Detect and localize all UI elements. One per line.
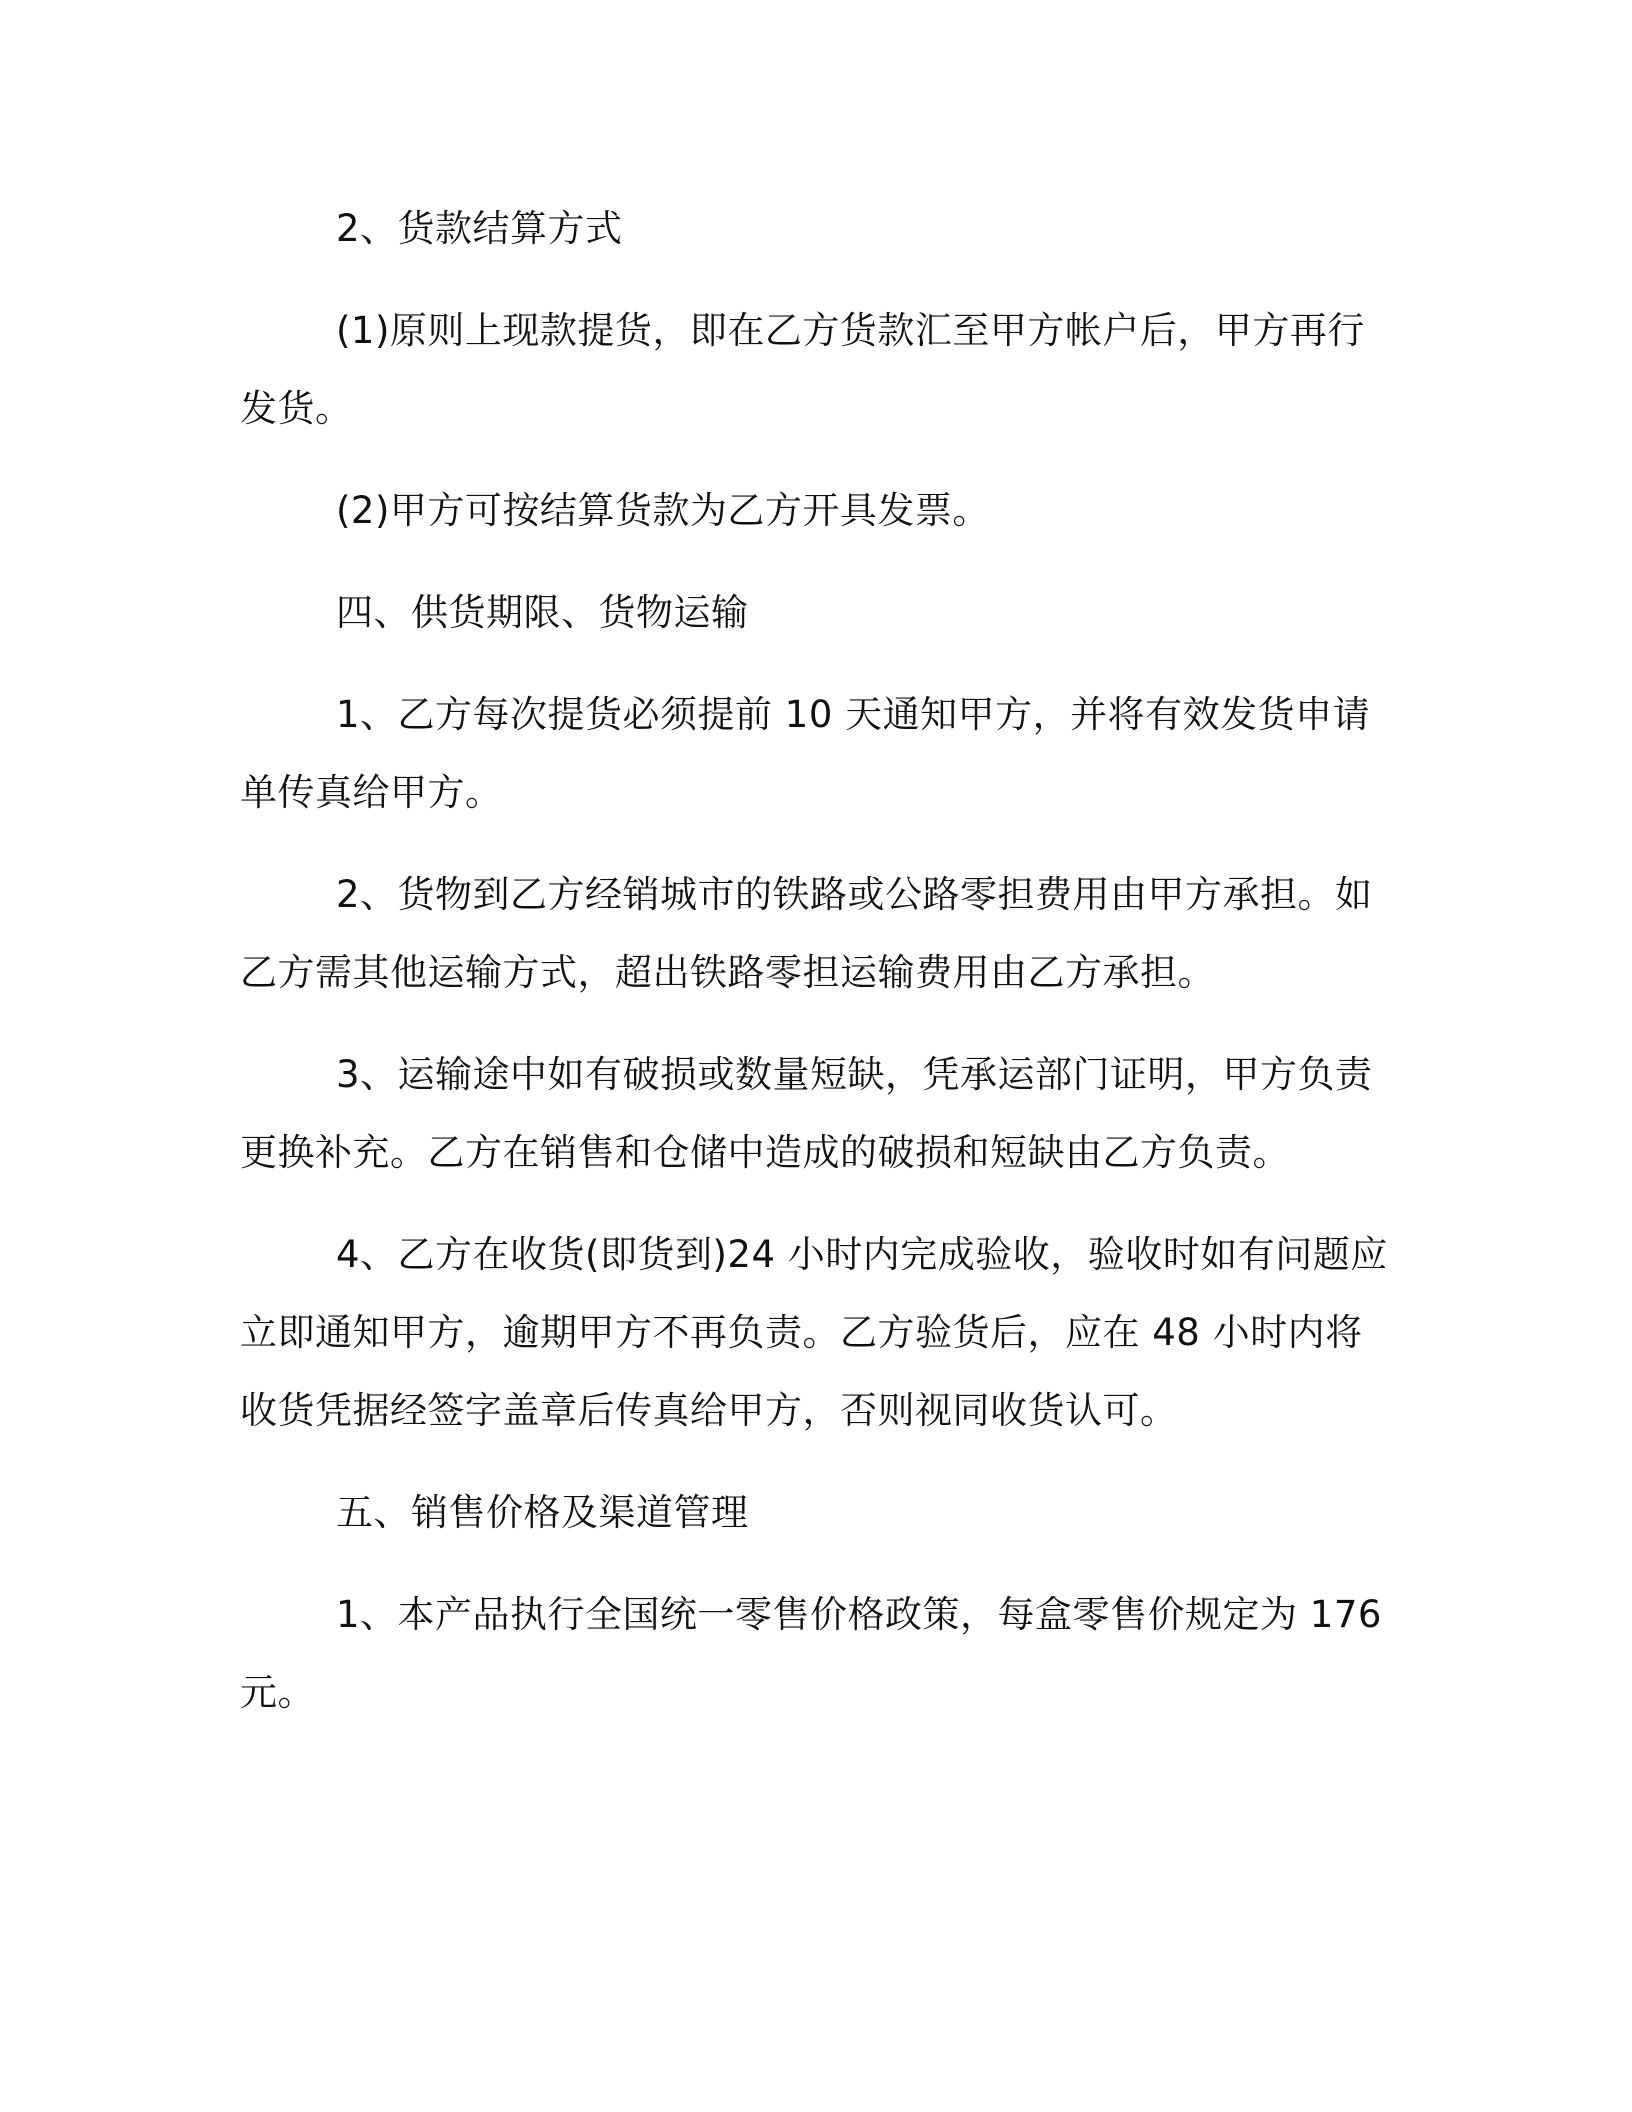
document-body (240, 190, 1390, 1732)
paragraph-freight-cost: 2、货物到乙方经销城市的铁路或公路零担费用由甲方承担。如乙方需其他运输方式，超出铁路零担运输费用由乙方承担。 (240, 873, 1373, 994)
section-heading-pricing-channels: 五、销售价格及渠道管理 (336, 1491, 749, 1534)
paragraph-retail-price: 1、本产品执行全国统一零售价格政策，每盒零售价规定为 176 元。 (240, 1593, 1382, 1714)
paragraph-cash-on-delivery: (1)原则上现款提货，即在乙方货款汇至甲方帐户后，甲方再行发货。 (240, 309, 1365, 430)
paragraph-invoice: (2)甲方可按结算货款为乙方开具发票。 (336, 489, 990, 532)
section-heading-supply-transport: 四、供货期限、货物运输 (336, 591, 749, 634)
paragraph-order-notice: 1、乙方每次提货必须提前 10 天通知甲方，并将有效发货申请单传真给甲方。 (240, 693, 1371, 814)
section-heading-payment-settlement: 2、货款结算方式 (336, 207, 623, 250)
paragraph-transport-damage: 3、运输途中如有破损或数量短缺，凭承运部门证明，甲方负责更换补充。乙方在销售和仓储中造成的破损和短缺由乙方负责。 (240, 1053, 1373, 1174)
paragraph-inspection: 4、乙方在收货(即货到)24 小时内完成验收，验收时如有问题应立即通知甲方，逾期甲方不再负责。乙方验货后，应在 48 小时内将收货凭据经签字盖章后传真给甲方，否则视同收货认可。 (240, 1233, 1388, 1432)
